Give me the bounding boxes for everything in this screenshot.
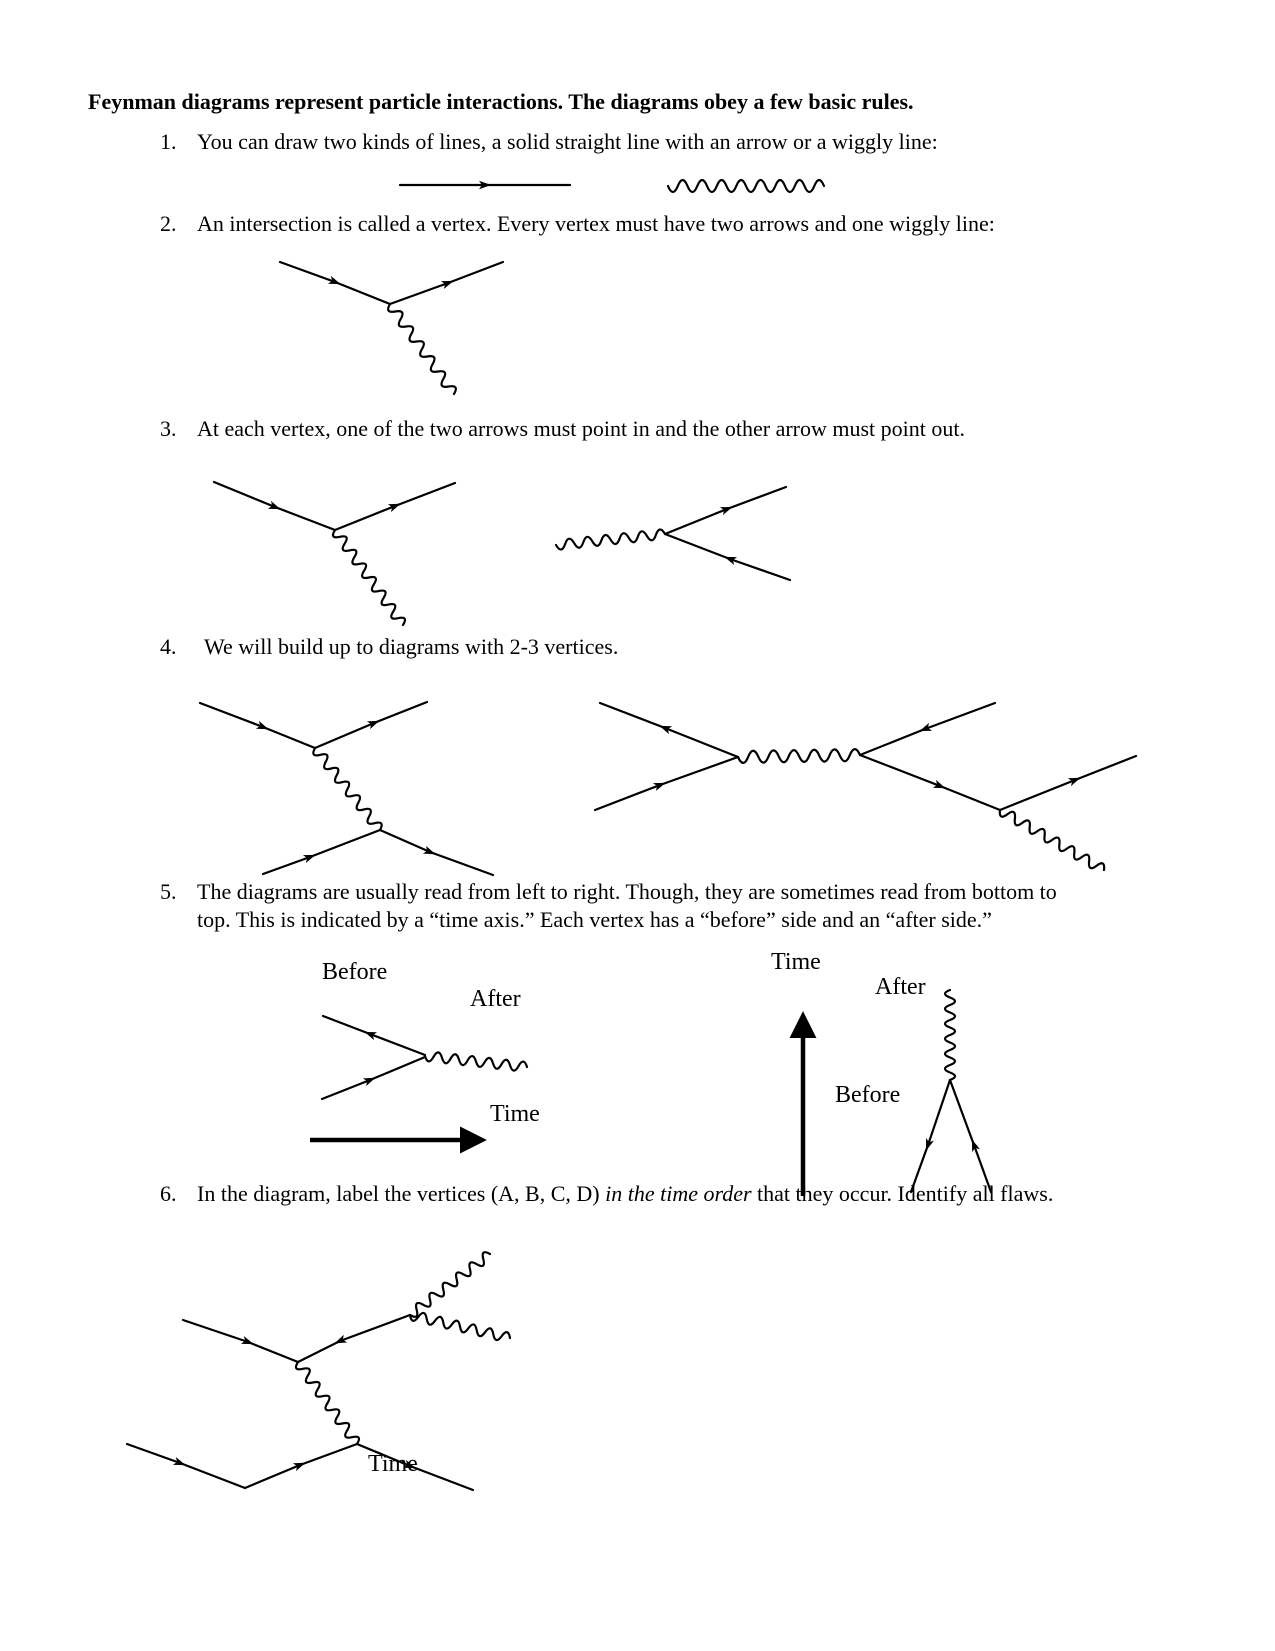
photon-line [388, 304, 456, 394]
rule-4-number: 4. [160, 634, 177, 659]
photon-line [425, 1052, 527, 1070]
page-title: Feynman diagrams represent particle interactions. The diagrams obey a few basic rules. [88, 89, 914, 114]
wiggly-line [668, 180, 824, 192]
photon-line [1000, 810, 1104, 870]
photon-line [333, 530, 405, 625]
rule5-vertical-time-diagram [911, 990, 991, 1192]
photon-line [296, 1362, 359, 1444]
rule-3-text: At each vertex, one of the two arrows must point in and the other arrow must point out. [197, 416, 965, 441]
after-label-vertical: After [875, 974, 926, 1000]
rule-1-number: 1. [160, 129, 177, 154]
rule-5-text-line1: The diagrams are usually read from left to right. Though, they are sometimes read from bottom to [197, 879, 1057, 904]
rule5-horizontal-time-diagram [322, 1016, 527, 1099]
rule-6-text: In the diagram, label the vertices (A, B, C, D) in the time order that they occur. Identify all flaws. [197, 1181, 1054, 1206]
photon-line [556, 529, 665, 549]
before-label-vertical: Before [835, 1082, 901, 1108]
rule3-vertex-diagram-2 [556, 487, 790, 580]
time-label-horizontal: Time [490, 1101, 540, 1127]
rule-3-number: 3. [160, 416, 177, 441]
rule-4-text: We will build up to diagrams with 2-3 vertices. [204, 634, 619, 659]
time-label-vertical: Time [771, 949, 821, 975]
rule-5-number: 5. [160, 879, 177, 904]
photon-line [410, 1313, 510, 1340]
photon-line [945, 990, 955, 1080]
rule2-vertex-diagram [280, 262, 503, 394]
rule4-two-vertex-diagram [200, 702, 493, 875]
question6-diagram [127, 1252, 510, 1490]
rule-2-text: An intersection is called a vertex. Every vertex must have two arrows and one wiggly line: [197, 211, 995, 236]
rule-5-text-line2: top. This is indicated by a “time axis.” Each vertex has a “before” side and an “after side.” [197, 907, 992, 932]
time-label-question6: Time [368, 1451, 418, 1477]
rule-6-number: 6. [160, 1181, 177, 1206]
rule1-wiggly-line-example [668, 180, 824, 192]
rule-1-text: You can draw two kinds of lines, a solid straight line with an arrow or a wiggly line: [197, 129, 938, 154]
after-label-horizontal: After [470, 986, 521, 1012]
photon-line [410, 1252, 490, 1317]
rule-2-number: 2. [160, 211, 177, 236]
rule3-vertex-diagram-1 [214, 482, 455, 625]
photon-line [313, 748, 381, 830]
rule4-three-vertex-diagram [595, 703, 1136, 870]
before-label-horizontal: Before [322, 959, 388, 985]
photon-line [738, 749, 860, 763]
